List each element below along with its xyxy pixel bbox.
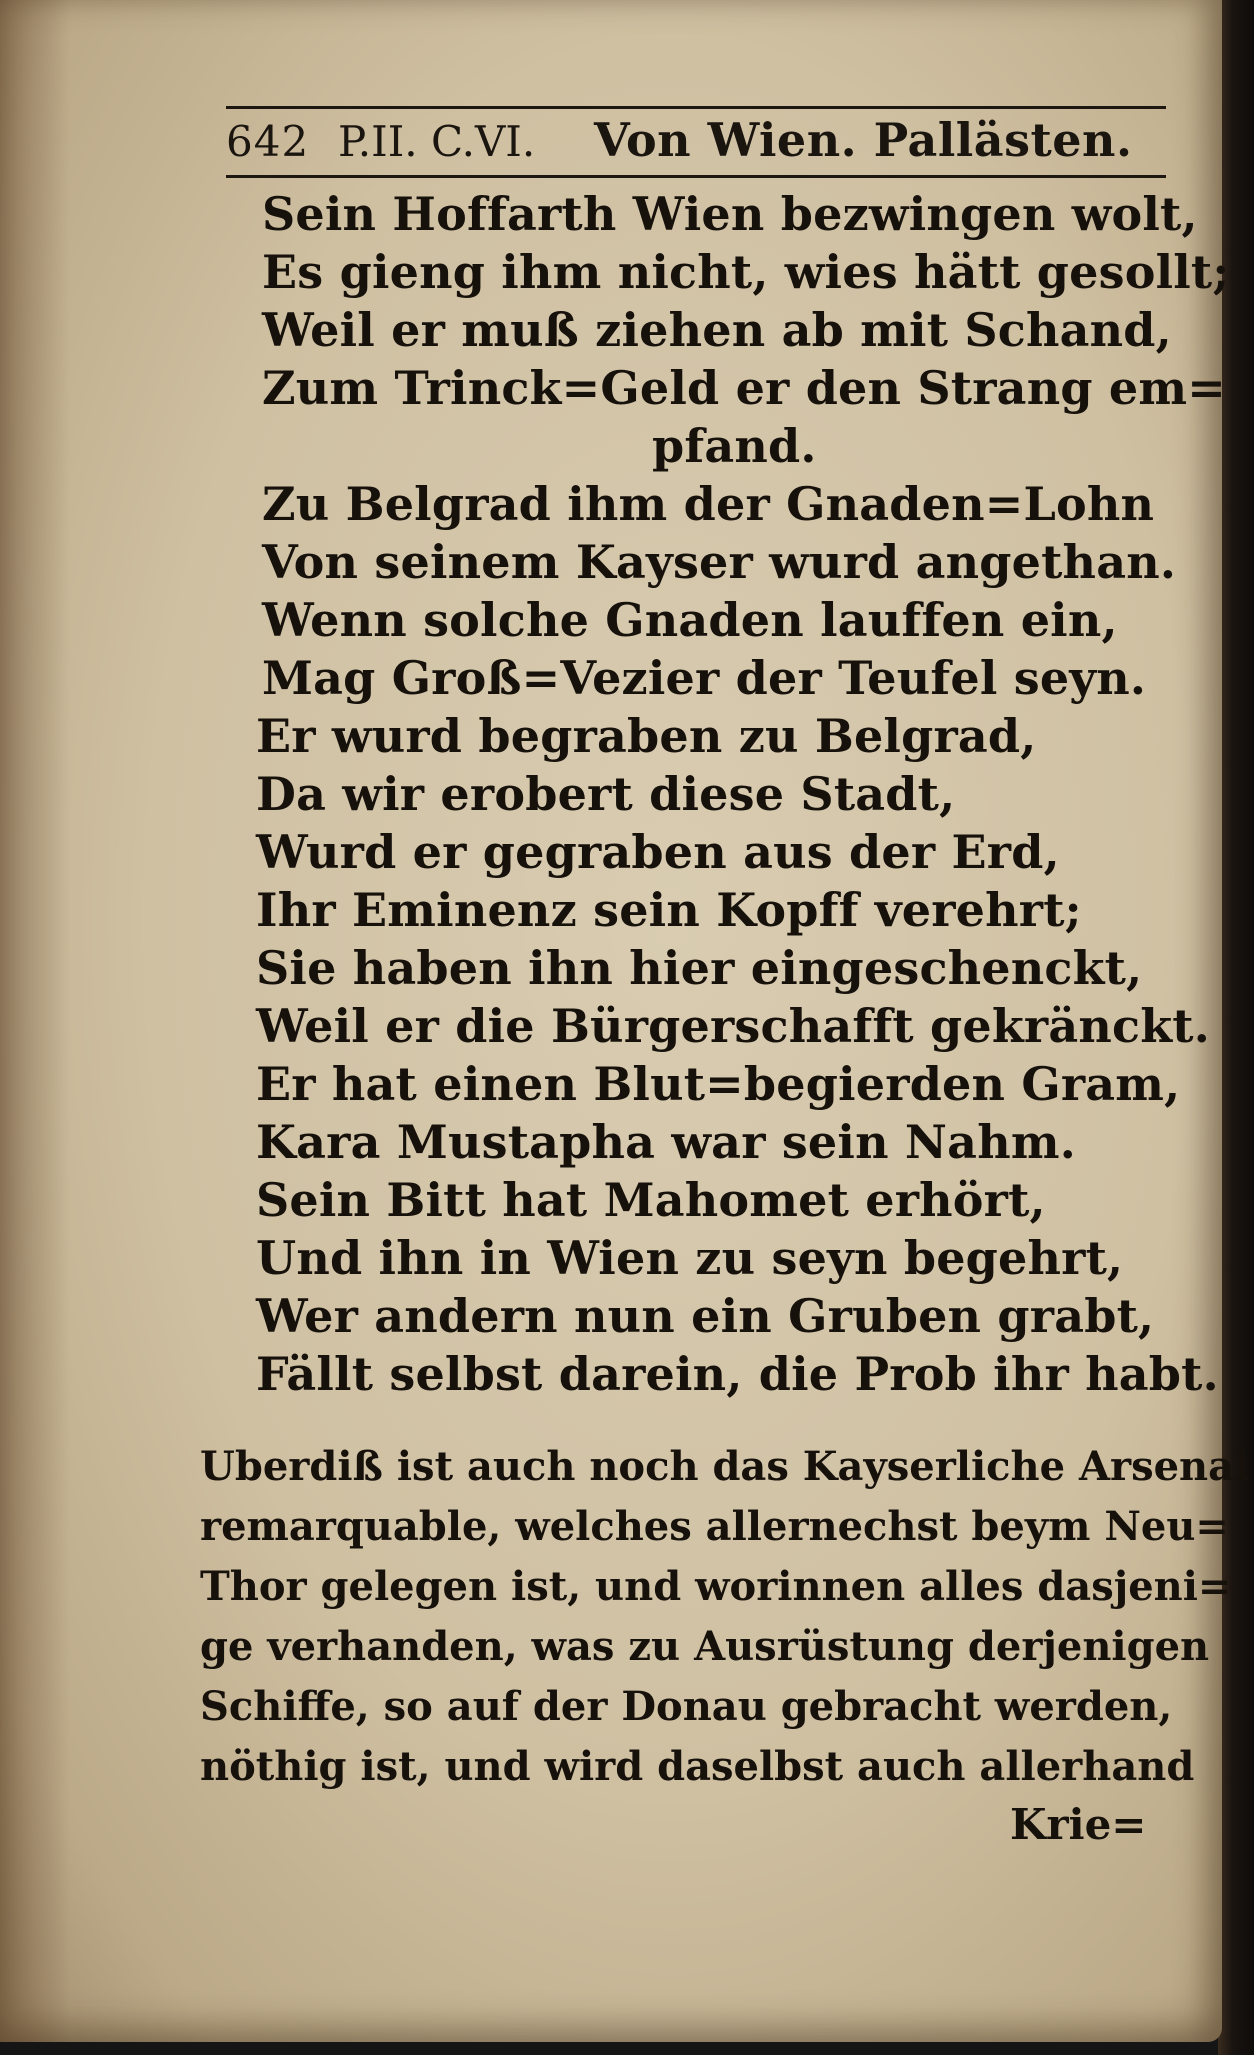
poem-line: pfand.	[652, 419, 817, 473]
poem-line: Da wir erobert diese Stadt,	[256, 767, 956, 821]
poem-line: Mag Groß=Vezier der Teufel seyn.	[262, 651, 1147, 705]
catchword: Krie=	[1010, 1800, 1147, 1849]
poem-line: Sie haben ihn hier eingeschenckt,	[256, 941, 1143, 995]
poem-line: Und ihn in Wien zu seyn begehrt,	[256, 1231, 1124, 1285]
poem-line: Kara Mustapha war sein Nahm.	[256, 1115, 1076, 1169]
poem-line: Er wurd begraben zu Belgrad,	[256, 709, 1037, 763]
poem-line: Wenn solche Gnaden lauffen ein,	[262, 593, 1118, 647]
poem-line: Wurd er gegraben aus der Erd,	[256, 825, 1060, 879]
poem-line: Zum Trinck=Geld er den Strang em=	[262, 361, 1226, 415]
poem-line: Er hat einen Blut=begierden Gram,	[256, 1057, 1181, 1111]
poem-line: Weil er muß ziehen ab mit Schand,	[262, 303, 1172, 357]
prose-line: nöthig ist, und wird daselbst auch allerhand	[200, 1743, 1195, 1790]
poem-line: Sein Hoffarth Wien bezwingen wolt,	[262, 187, 1198, 241]
gutter-shadow	[0, 0, 70, 2042]
poem-line: Sein Bitt hat Mahomet erhört,	[256, 1173, 1046, 1227]
header-title: Von Wien. Pallästen.	[594, 113, 1133, 167]
poem-line: Weil er die Bürgerschafft gekränckt.	[256, 999, 1210, 1053]
page-header	[226, 106, 1166, 178]
page-number: 642	[226, 117, 310, 166]
prose-line: remarquable, welches allernechst beym Neu=	[200, 1503, 1229, 1550]
prose-line: Schiffe, so auf der Donau gebracht werden,	[200, 1683, 1173, 1730]
poem-line: Ihr Eminenz sein Kopff verehrt;	[256, 883, 1082, 937]
poem-line: Wer andern nun ein Gruben grabt,	[256, 1289, 1155, 1343]
prose-line: Uberdiß ist auch noch das Kayserliche Arsenal	[200, 1443, 1250, 1490]
book-edge	[1218, 0, 1254, 2055]
poem-line: Zu Belgrad ihm der Gnaden=Lohn	[262, 477, 1155, 531]
poem-line: Fällt selbst darein, die Prob ihr habt.	[256, 1347, 1219, 1401]
prose-line: ge verhanden, was zu Ausrüstung derjenigen	[200, 1623, 1210, 1670]
running-head: P.II. C.VI.	[338, 117, 536, 166]
poem-line: Es gieng ihm nicht, wies hätt gesollt;	[262, 245, 1230, 299]
prose-line: Thor gelegen ist, und worinnen alles dasjeni=	[200, 1563, 1232, 1610]
poem-line: Von seinem Kayser wurd angethan.	[262, 535, 1177, 589]
